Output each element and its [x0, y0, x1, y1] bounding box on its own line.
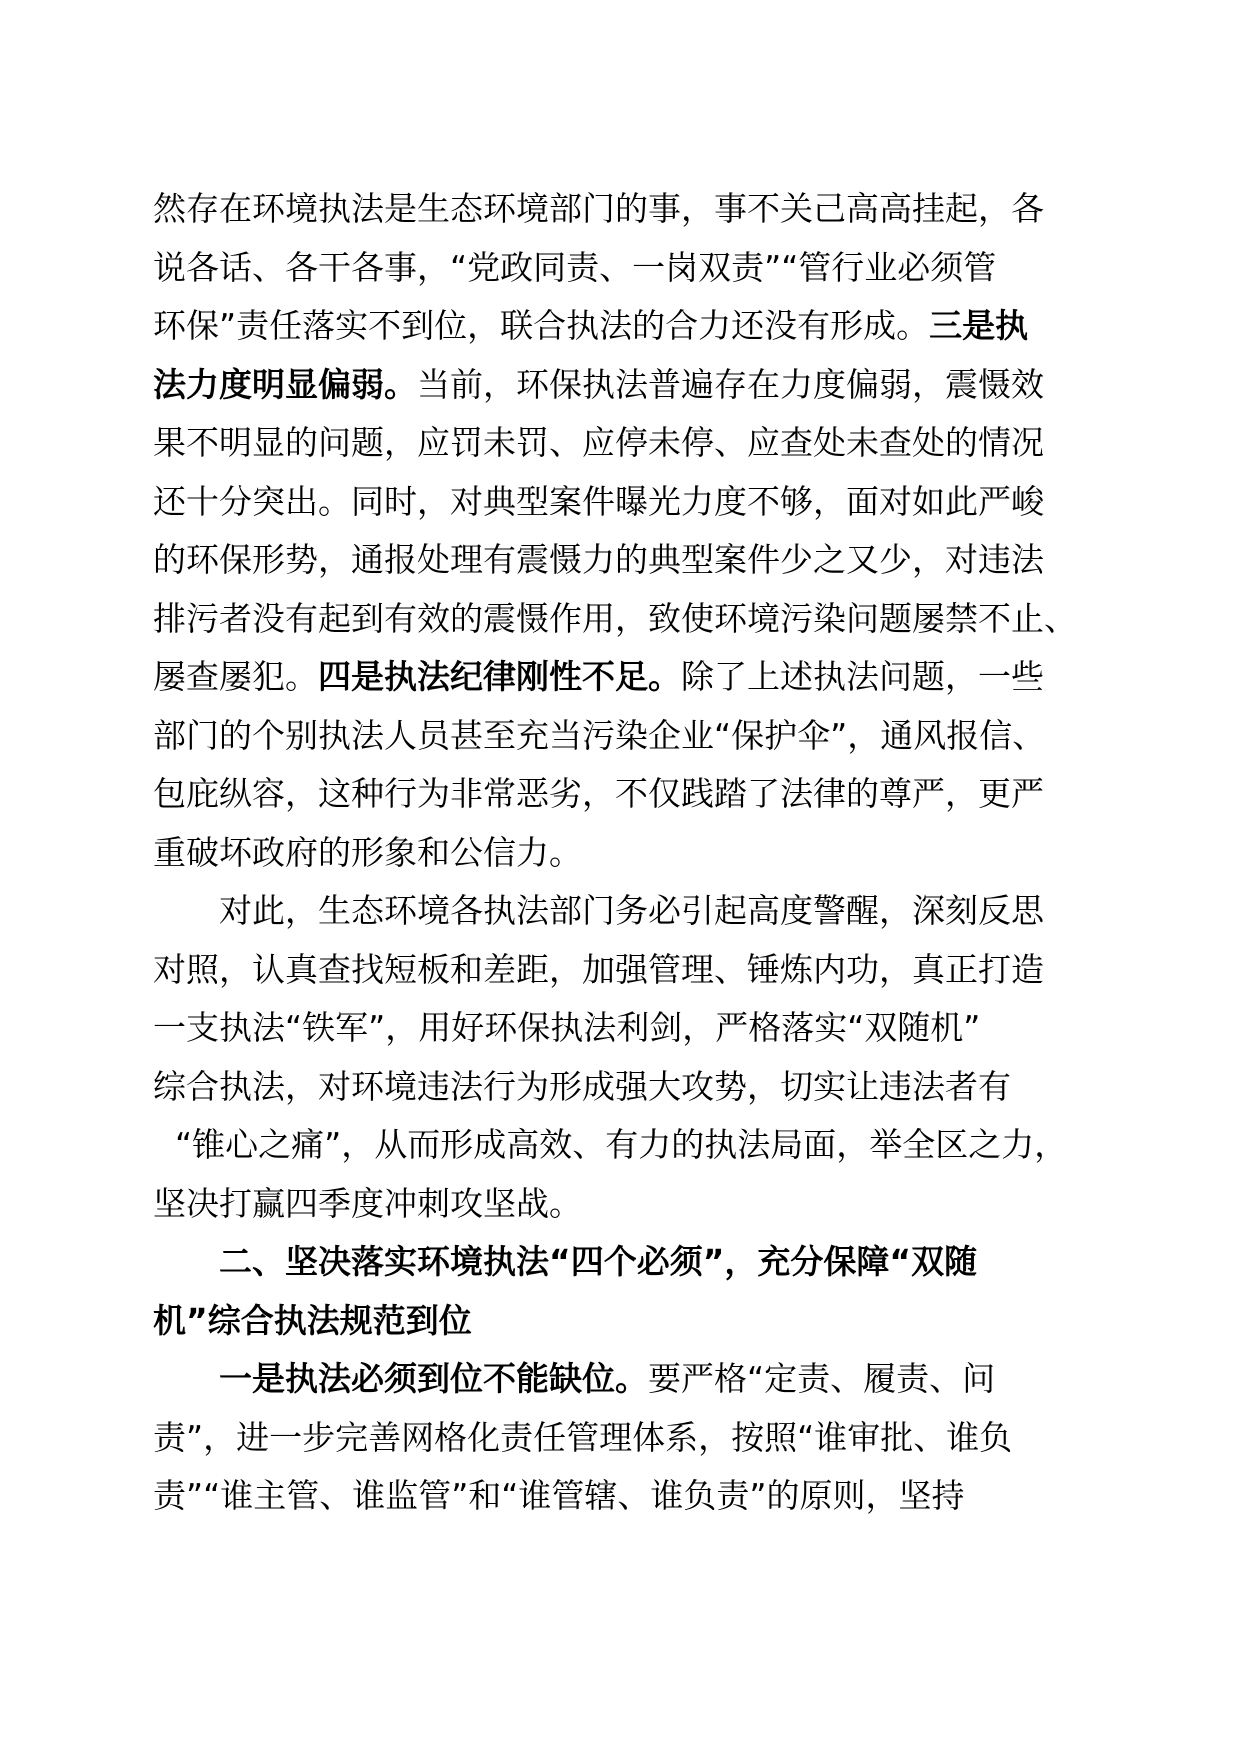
- text-line: [153, 765, 1083, 824]
- text-run: 综合执法，对环境违法行为形成强大攻势，切实让违法者有: [153, 1066, 1011, 1106]
- text-line: [153, 180, 1083, 239]
- text-line: [153, 1058, 1083, 1117]
- text-run: 对此，生态环境各执法部门务必引起高度警醒，深刻反思: [219, 891, 1044, 930]
- text-run: 然存在环境执法是生态环境部门的事，事不关己高高挂起，各: [153, 189, 1044, 228]
- text-run: 屡查屡犯。: [153, 657, 318, 696]
- bold-text-run: 四是执法纪律刚性不足。: [318, 657, 681, 696]
- text-run: 一支执法“铁军”，用好环保执法利剑，严格落实“双随机”: [153, 1008, 981, 1047]
- text-line: [153, 1116, 1083, 1175]
- text-run: “锥心之痛”，从而形成高效、有力的执法局面，举全区之力，: [175, 1125, 1068, 1164]
- text-line: [153, 590, 1083, 649]
- text-line: [153, 648, 1083, 707]
- text-line: [153, 297, 1083, 356]
- text-run: 包庇纵容，这种行为非常恶劣，不仅践踏了法律的尊严，更严: [153, 774, 1044, 813]
- text-line: [153, 1233, 1083, 1292]
- text-line: [153, 414, 1083, 473]
- text-line: [153, 356, 1083, 415]
- text-run: 责”，进一步完善网格化责任管理体系，按照“谁审批、谁负: [153, 1417, 1013, 1457]
- text-run: 环保”责任落实不到位，联合执法的合力还没有形成。: [153, 306, 930, 345]
- text-line: [153, 707, 1083, 766]
- text-run: 还十分突出。同时，对典型案件曝光力度不够，面对如此严峻: [153, 481, 1044, 521]
- text-run: 说各话、各干各事，“党政同责、一岗双责”“管行业必须管: [153, 247, 997, 287]
- text-line: [153, 1292, 1083, 1351]
- text-run: 的环保形势，通报处理有震慑力的典型案件少之又少，对违法: [153, 540, 1044, 579]
- body-text: [153, 180, 1083, 1526]
- text-run: 重破坏政府的形象和公信力。: [153, 832, 582, 872]
- text-line: [153, 999, 1083, 1058]
- text-line: [153, 1409, 1083, 1468]
- text-line: [153, 882, 1083, 941]
- text-line: [153, 824, 1083, 883]
- text-run: 排污者没有起到有效的震慑作用，致使环境污染问题屡禁不止、: [153, 598, 1077, 638]
- text-line: [153, 239, 1083, 298]
- text-line: [153, 1175, 1083, 1234]
- text-line: [153, 531, 1083, 590]
- text-run: 责”“谁主管、谁监管”和“谁管辖、谁负责”的原则，坚持: [153, 1476, 965, 1515]
- bold-text-run: 机”综合执法规范到位: [153, 1300, 472, 1340]
- bold-text-run: 法力度明显偏弱。: [153, 364, 417, 404]
- text-line: [153, 1467, 1083, 1526]
- text-line: [153, 941, 1083, 1000]
- text-run: 对照，认真查找短板和差距，加强管理、锤炼内功，真正打造: [153, 949, 1044, 989]
- text-run: 当前，环保执法普遍存在力度偏弱，震慑效: [417, 364, 1044, 404]
- text-run: 要严格“定责、履责、问: [648, 1359, 996, 1398]
- bold-text-run: 一是执法必须到位不能缺位。: [219, 1359, 648, 1398]
- text-run: 果不明显的问题，应罚未罚、应停未停、应查处未查处的情况: [153, 423, 1044, 462]
- bold-text-run: 二、坚决落实环境执法“四个必须”，充分保障“双随: [219, 1242, 978, 1281]
- text-run: 坚决打赢四季度冲刺攻坚战。: [153, 1183, 582, 1223]
- text-run: 部门的个别执法人员甚至充当污染企业“保护伞”，通风报信、: [153, 715, 1046, 755]
- bold-text-run: 三是执: [929, 306, 1029, 345]
- text-line: [153, 473, 1083, 532]
- text-run: 除了上述执法问题，一些: [681, 657, 1044, 696]
- text-line: [153, 1350, 1083, 1409]
